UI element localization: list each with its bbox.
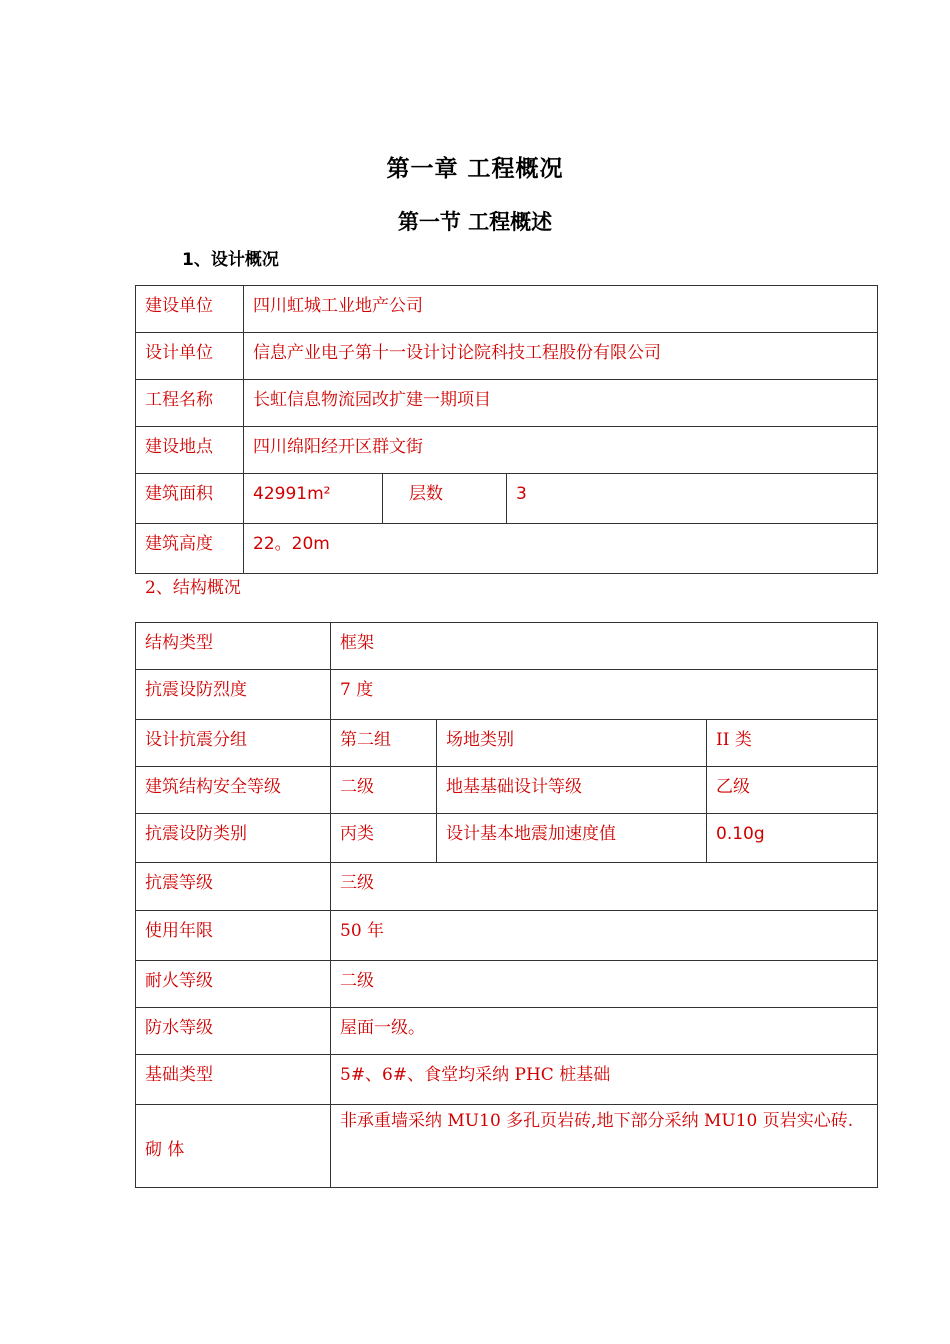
row-label: 耐火等级 xyxy=(136,961,331,1008)
row-value: 5#、6#、食堂均采纳 PHC 桩基础 xyxy=(331,1055,878,1105)
table-row xyxy=(136,670,878,720)
table-row xyxy=(136,427,878,474)
row-value: 三级 xyxy=(331,863,878,911)
row-value-2: II 类 xyxy=(707,720,878,767)
row-value: 22。20m xyxy=(244,524,878,574)
row-label: 使用年限 xyxy=(136,911,331,961)
row-value: 50 年 xyxy=(331,911,878,961)
row-value-2: 乙级 xyxy=(707,767,878,814)
table-row xyxy=(136,474,878,524)
row-label: 抗震设防类别 xyxy=(136,814,331,863)
table-row xyxy=(136,1105,878,1188)
table-row xyxy=(136,767,878,814)
row-value: 第二组 xyxy=(331,720,437,767)
row-value: 二级 xyxy=(331,961,878,1008)
row-label: 设计单位 xyxy=(136,333,244,380)
chapter-title: 第一章 工程概况 xyxy=(386,156,564,182)
row-label: 工程名称 xyxy=(136,380,244,427)
row-label: 建筑结构安全等级 xyxy=(136,767,331,814)
table-row xyxy=(136,814,878,863)
section-title: 第一节 工程概述 xyxy=(397,210,553,234)
row-value: 框架 xyxy=(331,623,878,670)
row-value-2: 3 xyxy=(507,474,878,524)
row-value: 二级 xyxy=(331,767,437,814)
table-row xyxy=(136,623,878,670)
row-label: 建筑高度 xyxy=(136,524,244,574)
row-label: 抗震设防烈度 xyxy=(136,670,331,720)
table-row xyxy=(136,863,878,911)
row-value: 7 度 xyxy=(331,670,878,720)
table-row xyxy=(136,380,878,427)
row-value: 42991m² xyxy=(244,474,383,524)
row-label-2: 地基基础设计等级 xyxy=(437,767,707,814)
row-value: 四川绵阳经开区群文街 xyxy=(244,427,878,474)
structure-overview-table xyxy=(135,622,878,1188)
table-row xyxy=(136,1055,878,1105)
row-value: 非承重墙采纳 MU10 多孔页岩砖,地下部分采纳 MU10 页岩实心砖. xyxy=(331,1105,878,1188)
row-label: 抗震等级 xyxy=(136,863,331,911)
table-row xyxy=(136,333,878,380)
row-label: 防水等级 xyxy=(136,1008,331,1055)
row-value: 丙类 xyxy=(331,814,437,863)
row-value-2: 0.10g xyxy=(707,814,878,863)
row-label-2: 层数 xyxy=(383,474,507,524)
row-label: 建设单位 xyxy=(136,286,244,333)
design-overview-table xyxy=(135,285,878,574)
table-row xyxy=(136,720,878,767)
row-label: 建筑面积 xyxy=(136,474,244,524)
row-label: 基础类型 xyxy=(136,1055,331,1105)
row-label-2: 场地类别 xyxy=(437,720,707,767)
row-value: 信息产业电子第十一设计讨论院科技工程股份有限公司 xyxy=(244,333,878,380)
row-value: 四川虹城工业地产公司 xyxy=(244,286,878,333)
table-row xyxy=(136,911,878,961)
table-row xyxy=(136,961,878,1008)
row-label-2: 设计基本地震加速度值 xyxy=(437,814,707,863)
table-row xyxy=(136,1008,878,1055)
row-label: 设计抗震分组 xyxy=(136,720,331,767)
row-label: 建设地点 xyxy=(136,427,244,474)
row-label: 结构类型 xyxy=(136,623,331,670)
structure-overview-heading: 2、结构概况 xyxy=(145,578,241,598)
table-row xyxy=(136,524,878,574)
row-label: 砌 体 xyxy=(136,1105,331,1188)
design-overview-heading: 1、设计概况 xyxy=(182,250,279,270)
row-value: 屋面一级。 xyxy=(331,1008,878,1055)
row-value: 长虹信息物流园改扩建一期项目 xyxy=(244,380,878,427)
table-row xyxy=(136,286,878,333)
